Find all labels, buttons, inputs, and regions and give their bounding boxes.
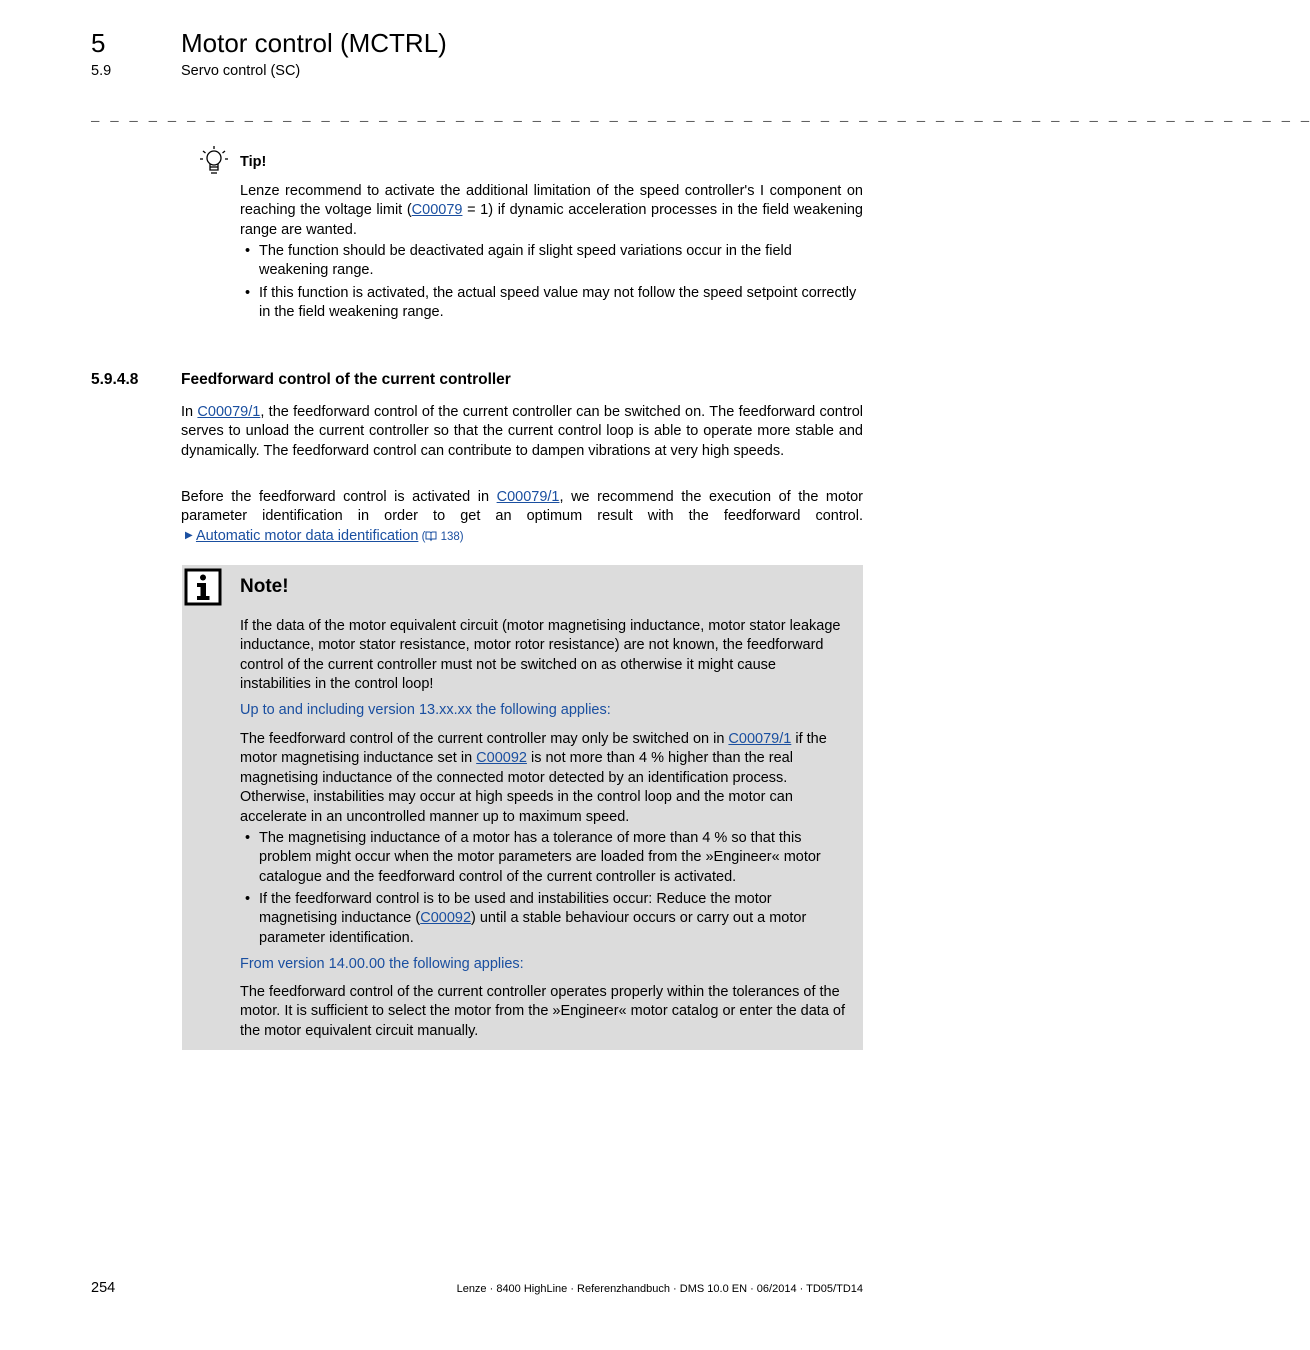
note-bullet-1: • The magnetising inductance of a motor has a tolerance of more than 4 % so that this problem might occur when the motor parameters are loaded from the »Engineer« motor catalogue and the feedforward control of the current controller is activated. — [245, 830, 821, 885]
link-c00079-1[interactable]: C00079/1 — [197, 404, 261, 420]
note-heading-2: From version 14.00.00 the following applies: — [240, 956, 524, 972]
link-c00079[interactable]: C00079 — [411, 202, 463, 219]
note-bullet-2-b: ) until a stable behaviour occurs or carry out a motor parameter identification. — [259, 910, 807, 946]
link-c00079-1-b[interactable]: C00079/1 — [496, 489, 560, 505]
subsection-number: 5.9.4.8 — [91, 371, 139, 388]
tip-text-b: = 1) if dynamic acceleration processes in the field weakening range are wanted. — [240, 202, 863, 238]
note-p2-b: if the motor magnetising inductance set in — [240, 731, 827, 767]
chapter-title: Motor control (MCTRL) — [181, 28, 447, 58]
info-icon — [184, 568, 222, 606]
paragraph-2 — [181, 488, 863, 527]
section-number: 5.9 — [91, 63, 112, 79]
para2-text-b: , we recommend the execution of the motor parameter identification in order to get an optimum result with the feedforward control. — [181, 489, 863, 525]
paragraph-1 — [181, 403, 863, 461]
tip-bullet-1-text: The function should be deactivated again if slight speed variations occur in the field weakening range. — [259, 243, 792, 279]
note-p1-text: If the data of the motor equivalent circuit (motor magnetising inductance, motor stator leakage inductance, motor stator resistance, motor rotor resistance) are not known, the feedforward control of the current controller must not be switched on as otherwise it might cause instabilities in the control loop! — [240, 618, 841, 693]
note-label: Note! — [240, 576, 289, 597]
book-icon — [425, 531, 437, 541]
link-c00092[interactable]: C00092 — [476, 750, 527, 767]
para1-text: , the feedforward control of the current controller can be switched on. The feedforward control serves to unload the current controller so that the current control loop is able to operate more stable and dynamically. The feedforward control can contribute to dampen vibrations at very high speeds. — [181, 404, 863, 459]
xref-page: 138) — [437, 531, 464, 543]
tip-bullet-1: • The function should be deactivated again if slight speed variations occur in the field weakening range. — [245, 243, 792, 279]
note-p2-c: is not more than 4 % higher than the real magnetising inductance of the connected motor detected by an identification process. Otherwise, instabilities may occur at high speeds in the control loop and the motor can accelerate in an uncontrolled manner up to maximum speed. — [240, 750, 793, 825]
tip-bullet-2-text: If this function is activated, the actual speed value may not follow the speed setpoint correctly in the field weakening range. — [259, 285, 857, 321]
para2-text-a: Before the feedforward control is activated in — [181, 489, 497, 505]
section-title: Servo control (SC) — [181, 63, 301, 79]
xref-open: ( — [418, 531, 426, 543]
note-heading-1: Up to and including version 13.xx.xx the following applies: — [240, 702, 611, 718]
tip-label: Tip! — [240, 154, 267, 170]
note-paragraph-3 — [240, 983, 850, 1041]
page-number: 254 — [91, 1280, 116, 1296]
subsection-title: Feedforward control of the current controller — [181, 371, 511, 388]
tip-text — [240, 182, 863, 240]
note-p2-a: The feedforward control of the current controller may only be switched on in — [240, 731, 729, 747]
tip-bullet-2: • If this function is activated, the actual speed value may not follow the speed setpoint correctly in the field weakening range. — [245, 285, 857, 321]
cross-reference — [185, 528, 464, 544]
footer-doc-info: Lenze · 8400 HighLine · Referenzhandbuch · DMS 10.0 EN · 06/2014 · TD05/TD14 — [456, 1283, 863, 1295]
tip-text-a: Lenze recommend to activate the additional limitation of the speed controller's I component on reaching the voltage limit ( — [240, 183, 863, 219]
tip-paragraph — [240, 182, 863, 240]
arrow-right-icon: ▶ — [185, 530, 193, 541]
note-bullet-2: • If the feedforward control is to be used and instabilities occur: Reduce the motor magnetising inductance (C00092) until a stable behaviour occurs or carry out a motor parameter identification. — [245, 891, 807, 946]
note-bullet-1-text: The magnetising inductance of a motor has a tolerance of more than 4 % so that this problem might occur when the motor parameters are loaded from the »Engineer« motor catalogue and the feedforward control of the current controller is activated. — [259, 830, 821, 885]
para1-prefix: In — [181, 404, 198, 420]
lightbulb-icon — [197, 144, 233, 180]
link-c00092-b[interactable]: C00092 — [420, 910, 472, 927]
header-rule: _ _ _ _ _ _ _ _ _ _ _ _ _ _ _ _ _ _ _ _ _ _ _ _ _ _ _ _ _ _ _ _ _ _ _ _ _ _ _ _ _ _ _ _ _ _ _ _ _ _ _ _ _ _ _ _ _ _ _ _ _ _ _ _ — [91, 109, 1310, 125]
note-p3-text: The feedforward control of the current controller operates properly within the tolerances of the motor. It is sufficient to select the motor from the »Engineer« motor catalog or enter the data of the motor equivalent circuit manually. — [240, 984, 846, 1039]
note-paragraph-1 — [240, 617, 850, 695]
chapter-number: 5 — [91, 28, 106, 58]
note-paragraph-2 — [240, 730, 850, 827]
note-bullet-2-a: If the feedforward control is to be used and instabilities occur: Reduce the motor magnetising inductance ( — [259, 891, 772, 927]
link-automatic-motor-data-identification[interactable]: Automatic motor data identification — [195, 528, 419, 544]
link-c00079-1-c[interactable]: C00079/1 — [728, 731, 792, 747]
